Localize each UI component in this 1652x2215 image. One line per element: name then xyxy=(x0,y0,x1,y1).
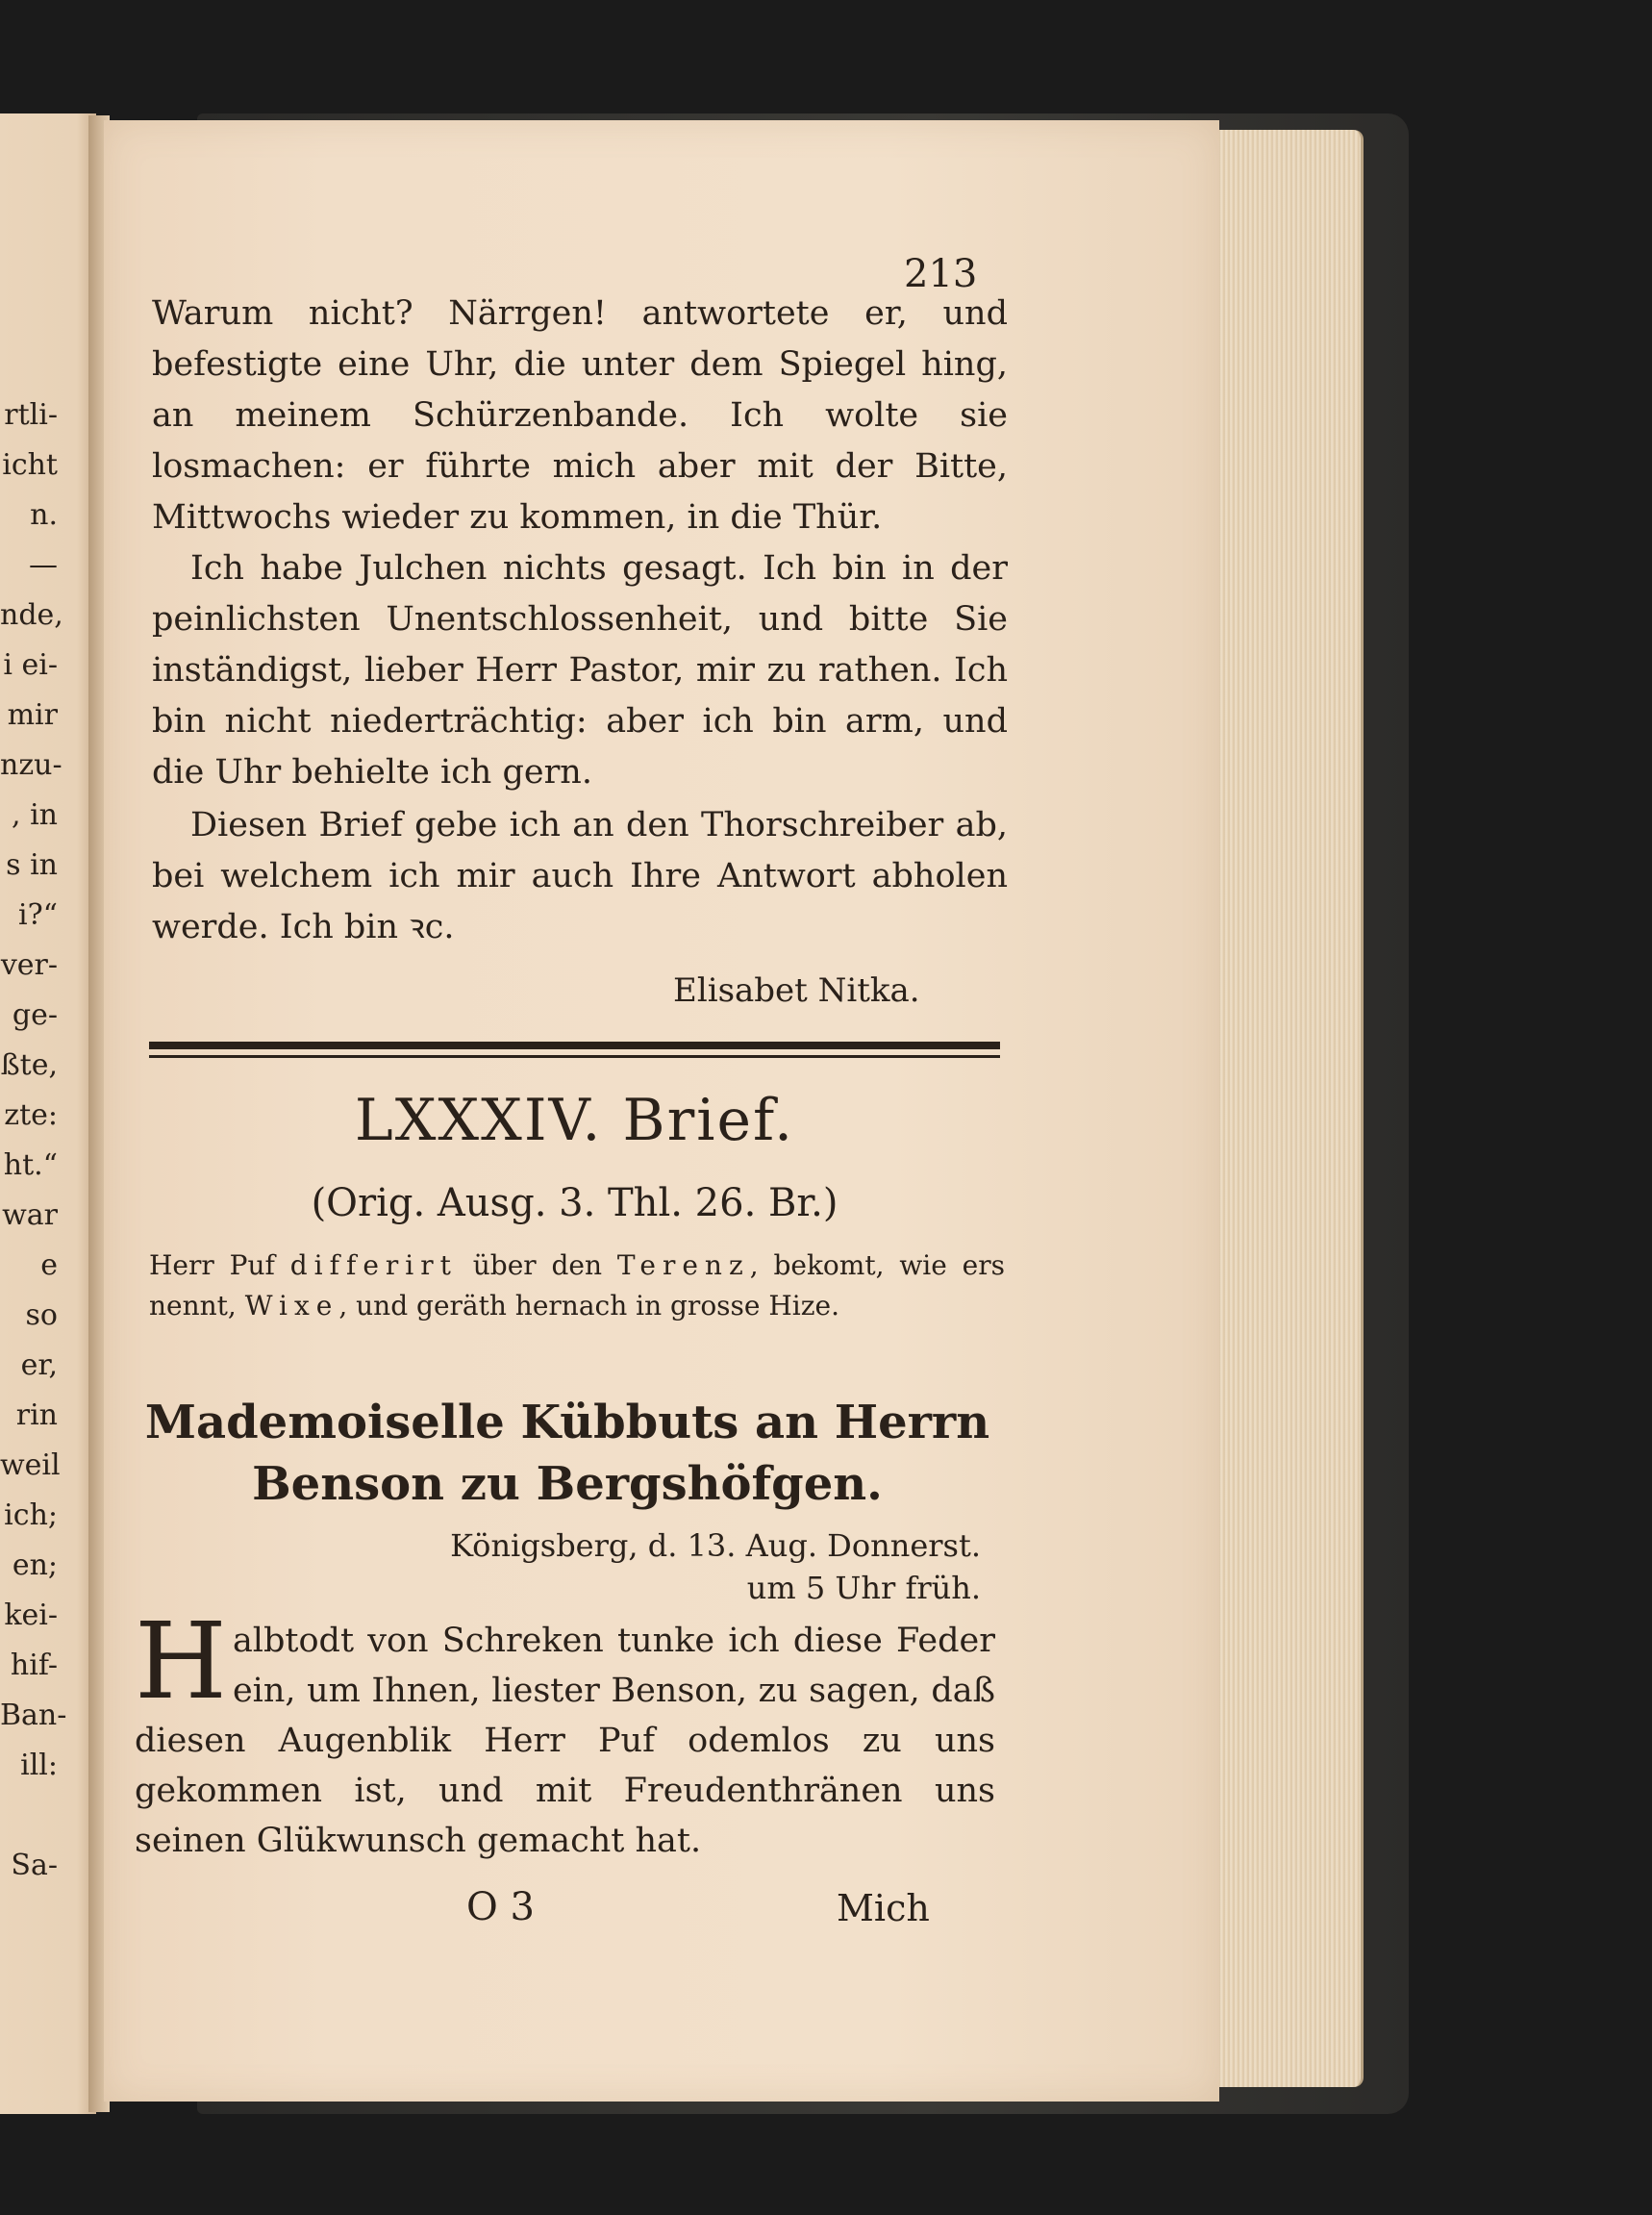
left-page-fragment: kei- xyxy=(4,1598,58,1632)
place-date xyxy=(385,1524,981,1609)
paragraph-3: Diesen Brief gebe ich an den Thorschreiber ab, bei welchem ich mir auch Ihre Antwort abholen werde. Ich bin ꝛc. xyxy=(152,806,1008,946)
summary-text: Herr Puf xyxy=(149,1249,290,1281)
left-page-fragment: ill: xyxy=(20,1749,58,1782)
summary-text: , bekomt, wie ers nennt, xyxy=(149,1249,1006,1321)
left-page-fragment: war xyxy=(2,1198,58,1232)
left-page-fragment: Ban- xyxy=(0,1699,67,1732)
drop-cap: H xyxy=(135,1599,227,1723)
left-page-fragment: nzu- xyxy=(0,748,63,782)
summary-spaced-text: differirt xyxy=(289,1249,458,1281)
paragraph-1: Warum nicht? Närrgen! antwortete er, und befestigte eine Uhr, die unter dem Spiegel hing, an meinem Schürzenbande. Ich wolte sie losmachen: er führte mich aber mit der Bitte, Mittwochs wieder zu kommen, in die Thür. xyxy=(152,294,1008,537)
left-page-fragment: ht.“ xyxy=(3,1148,58,1182)
catchword: Mich xyxy=(837,1887,930,1929)
left-page-fragment: ver- xyxy=(0,948,58,982)
page-edges xyxy=(1207,130,1364,2087)
left-page-fragment: zte: xyxy=(4,1098,58,1132)
time-line: um 5 Uhr früh. xyxy=(746,1570,981,1606)
left-page-fragments xyxy=(0,390,67,1891)
paragraph-2: Ich habe Julchen nichts gesagt. Ich bin in der peinlichsten Unentschlossenheit, und bitte Sie inständigst, lieber Herr Pastor, mir zu rathen. Ich bin nicht niederträchtig: aber ich bin arm, und die Uhr behielte ich gern. xyxy=(152,549,1008,792)
left-page-fragment: Sa- xyxy=(11,1849,58,1882)
signature-mark: O 3 xyxy=(466,1885,535,1929)
left-page-fragment: hif- xyxy=(10,1649,58,1682)
left-page-fragment: — xyxy=(29,548,58,582)
place-date-line: Königsberg, d. 13. Aug. Donnerst. xyxy=(450,1527,981,1564)
left-page-fragment: s in xyxy=(6,848,58,882)
left-page-fragment: er, xyxy=(20,1348,58,1382)
letter-heading: Mademoiselle Kübbuts an Herrn Benson zu Bergshöfgen. xyxy=(144,1396,990,1511)
left-page xyxy=(0,113,96,2114)
letter-source: (Orig. Ausg. 3. Thl. 26. Br.) xyxy=(311,1181,839,1225)
left-page-fragment: rin xyxy=(15,1398,58,1432)
summary-spaced-text: Wixe xyxy=(244,1290,339,1321)
summary-text: , und geräth hernach in grosse Hize. xyxy=(338,1290,839,1321)
letter-signature: Elisabet Nitka. xyxy=(673,971,920,1010)
left-page-fragment: i ei- xyxy=(3,648,58,682)
summary-spaced-text: Terenz xyxy=(616,1249,750,1281)
left-page-fragment: , in xyxy=(12,798,58,832)
left-page-fragment: i?“ xyxy=(17,898,58,932)
left-page-fragment: mir xyxy=(7,698,58,732)
left-page-fragment: e so xyxy=(25,1248,58,1332)
left-page-fragment: weil xyxy=(0,1448,61,1482)
section-rule xyxy=(149,1042,1000,1049)
left-page-fragment: rtli- xyxy=(4,398,58,432)
letter-title: LXXXIV. Brief. xyxy=(354,1087,795,1154)
letter-body xyxy=(135,1599,995,1866)
left-page-fragment: ich; xyxy=(4,1498,58,1532)
summary-text: über den xyxy=(457,1249,617,1281)
page-number: 213 xyxy=(904,252,978,296)
left-page-fragment: icht xyxy=(2,448,58,482)
left-page-fragment: nde, xyxy=(0,598,63,632)
left-page-fragment xyxy=(0,1791,58,1841)
section-rule-thin xyxy=(149,1055,1000,1058)
left-page-fragment: n. xyxy=(30,498,58,532)
left-page-fragment: en; xyxy=(12,1548,58,1582)
body-text: albtodt von Schreken tunke ich diese Feder ein, um Ihnen, liester Benson, zu sagen, daß diesen Augenblik Herr Puf odemlos zu uns gekommen ist, und mit Freudenthränen uns seinen Glükwunsch gemacht hat. xyxy=(135,1622,995,1860)
letter-summary xyxy=(149,1246,1005,1326)
left-page-fragment: ßte, xyxy=(0,1048,58,1082)
left-page-fragment: ge- xyxy=(12,998,58,1032)
